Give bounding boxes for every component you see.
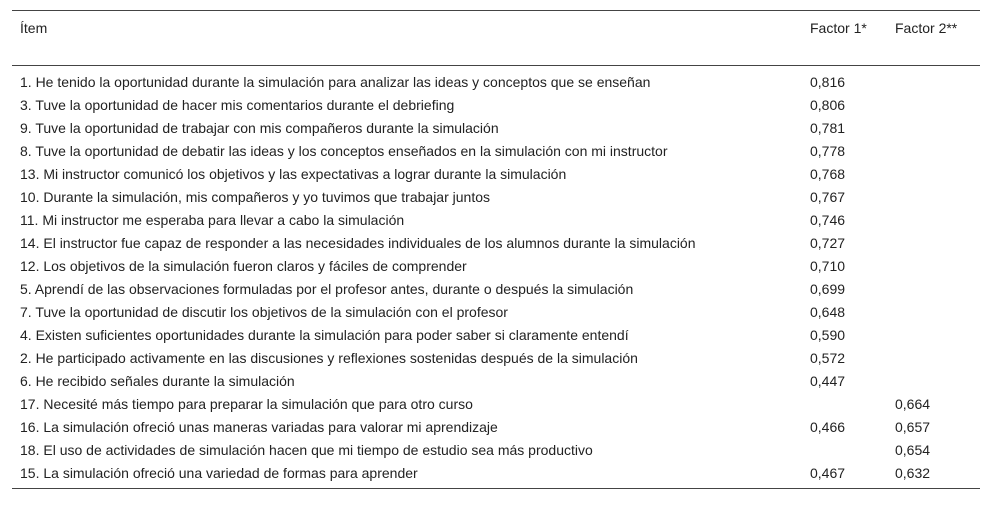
- cell-factor2: [889, 301, 980, 324]
- cell-factor1: 0,746: [810, 212, 846, 228]
- cell-item: 13. Mi instructor comunicó los objetivos y las expectativas a lograr durante la simulación: [20, 166, 567, 182]
- cell-factor2: 0,657: [895, 419, 931, 435]
- cell-factor1: 0,699: [810, 281, 846, 297]
- cell-factor2: [889, 140, 980, 163]
- cell-item: 10. Durante la simulación, mis compañeros y yo tuvimos que trabajar juntos: [20, 189, 490, 205]
- cell-factor1: 0,467: [810, 465, 846, 481]
- cell-item: 6. He recibido señales durante la simulación: [20, 373, 295, 389]
- cell-factor2: [889, 117, 980, 140]
- cell-factor2: [889, 255, 980, 278]
- factor-loadings-table: [12, 10, 980, 489]
- table-row: [12, 278, 980, 301]
- table-row: [12, 66, 980, 94]
- cell-item: 5. Aprendí de las observaciones formuladas por el profesor antes, durante o después la simulación: [20, 281, 634, 297]
- cell-item: 8. Tuve la oportunidad de debatir las ideas y los conceptos enseñados en la simulación con mi instructor: [20, 143, 668, 159]
- cell-factor1: 0,816: [810, 74, 846, 90]
- table-row: [12, 439, 980, 462]
- header-factor2: Factor 2**: [895, 20, 958, 36]
- table-row: [12, 232, 980, 255]
- cell-item: 12. Los objetivos de la simulación fueron claros y fáciles de comprender: [20, 258, 467, 274]
- header-item: Ítem: [20, 20, 48, 36]
- table-row: [12, 186, 980, 209]
- cell-factor1: 0,768: [810, 166, 846, 182]
- cell-item: 18. El uso de actividades de simulación hacen que mi tiempo de estudio sea más productivo: [20, 442, 593, 458]
- cell-item: 2. He participado activamente en las discusiones y reflexiones sostenidas después de la simulación: [20, 350, 638, 366]
- cell-factor1: 0,767: [810, 189, 846, 205]
- table-row: [12, 301, 980, 324]
- cell-item: 14. El instructor fue capaz de responder a las necesidades individuales de los alumnos durante la simulación: [20, 235, 696, 251]
- table-row: [12, 393, 980, 416]
- cell-item: 1. He tenido la oportunidad durante la simulación para analizar las ideas y conceptos que se enseñan: [20, 74, 651, 90]
- cell-factor2: [889, 94, 980, 117]
- table-row: [12, 94, 980, 117]
- cell-factor2: [889, 209, 980, 232]
- cell-factor2: [889, 347, 980, 370]
- factor-table-container: [12, 10, 980, 489]
- cell-factor2: [889, 324, 980, 347]
- table-row: [12, 163, 980, 186]
- header-factor1: Factor 1*: [810, 20, 867, 36]
- cell-item: 3. Tuve la oportunidad de hacer mis comentarios durante el debriefing: [20, 97, 455, 113]
- cell-factor1: [804, 393, 889, 416]
- cell-factor2: [889, 66, 980, 94]
- cell-item: 4. Existen suficientes oportunidades durante la simulación para poder saber si claramente entendí: [20, 327, 629, 343]
- cell-factor2: [889, 278, 980, 301]
- cell-item: 16. La simulación ofreció unas maneras variadas para valorar mi aprendizaje: [20, 419, 498, 435]
- table-row: [12, 462, 980, 489]
- table-row: [12, 324, 980, 347]
- cell-item: 9. Tuve la oportunidad de trabajar con mis compañeros durante la simulación: [20, 120, 499, 136]
- cell-factor2: 0,664: [895, 396, 931, 412]
- table-row: [12, 117, 980, 140]
- cell-item: 17. Necesité más tiempo para preparar la simulación que para otro curso: [20, 396, 473, 412]
- cell-factor2: 0,654: [895, 442, 931, 458]
- cell-factor1: 0,447: [810, 373, 846, 389]
- cell-item: 15. La simulación ofreció una variedad de formas para aprender: [20, 465, 418, 481]
- cell-item: 7. Tuve la oportunidad de discutir los objetivos de la simulación con el profesor: [20, 304, 508, 320]
- table-row: [12, 370, 980, 393]
- table-row: [12, 347, 980, 370]
- table-row: [12, 416, 980, 439]
- cell-factor2: [889, 186, 980, 209]
- table-row: [12, 255, 980, 278]
- table-header: [12, 11, 980, 66]
- cell-factor1: 0,590: [810, 327, 846, 343]
- cell-factor2: [889, 163, 980, 186]
- table-row: [12, 140, 980, 163]
- cell-factor1: [804, 439, 889, 462]
- cell-item: 11. Mi instructor me esperaba para llevar a cabo la simulación: [20, 212, 405, 228]
- cell-factor1: 0,710: [810, 258, 846, 274]
- cell-factor1: 0,648: [810, 304, 846, 320]
- cell-factor2: [889, 232, 980, 255]
- table-body: [12, 66, 980, 489]
- cell-factor1: 0,466: [810, 419, 846, 435]
- cell-factor1: 0,572: [810, 350, 846, 366]
- cell-factor2: 0,632: [895, 465, 931, 481]
- cell-factor1: 0,781: [810, 120, 846, 136]
- header-row: [12, 11, 980, 66]
- cell-factor1: 0,727: [810, 235, 846, 251]
- table-row: [12, 209, 980, 232]
- cell-factor1: 0,806: [810, 97, 846, 113]
- cell-factor2: [889, 370, 980, 393]
- cell-factor1: 0,778: [810, 143, 846, 159]
